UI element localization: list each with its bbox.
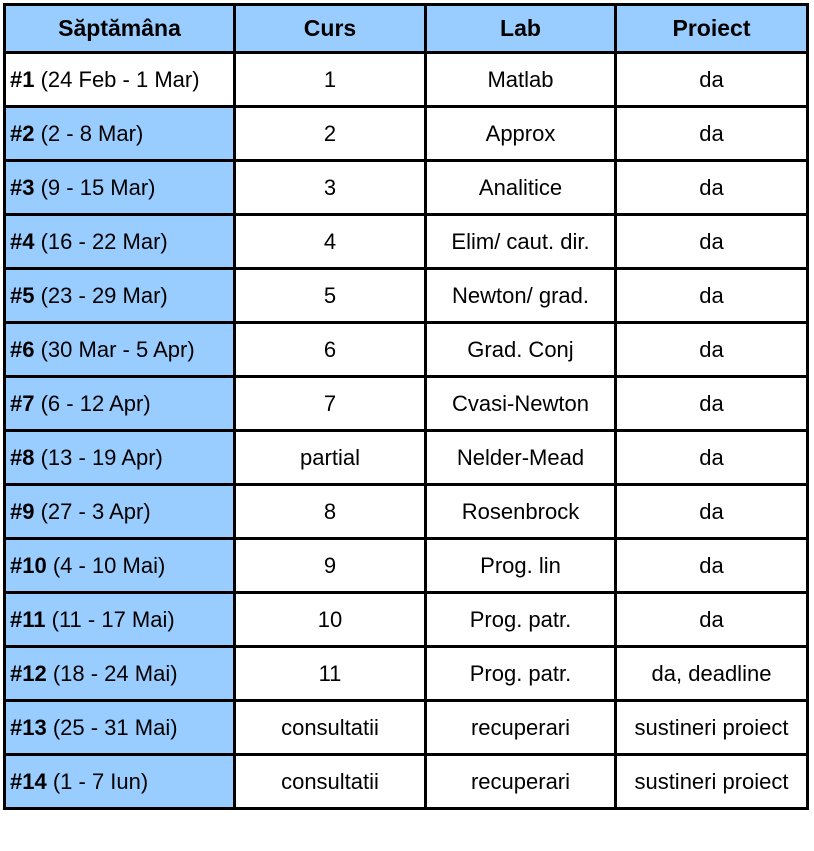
table-row [5,539,808,593]
lab-cell: Cvasi-Newton [426,377,616,431]
lab-cell: Approx [426,107,616,161]
proiect-cell: da [616,53,808,107]
lab-cell: recuperari [426,701,616,755]
curs-cell: consultatii [235,755,426,809]
curs-cell: 8 [235,485,426,539]
week-number: #10 [10,552,47,578]
week-dates: (13 - 19 Apr) [34,444,163,470]
curs-cell: 2 [235,107,426,161]
proiect-cell: da [616,215,808,269]
proiect-cell: sustineri proiect [616,755,808,809]
schedule-body [5,53,808,809]
lab-cell: Rosenbrock [426,485,616,539]
table-row [5,701,808,755]
week-cell [5,755,235,809]
week-number: #2 [10,120,35,146]
proiect-cell: da [616,377,808,431]
week-number: #3 [10,174,35,200]
week-number: #11 [10,606,46,632]
header-row [5,5,808,53]
week-dates: (2 - 8 Mar) [34,120,144,146]
table-row [5,53,808,107]
week-dates: (4 - 10 Mai) [46,552,166,578]
lab-cell: Elim/ caut. dir. [426,215,616,269]
week-number: #12 [10,660,47,686]
curs-cell: 3 [235,161,426,215]
proiect-cell: da [616,539,808,593]
table-row [5,647,808,701]
proiect-cell: da [616,161,808,215]
week-number: #13 [10,714,47,740]
week-dates: (6 - 12 Apr) [34,390,151,416]
curs-cell: 10 [235,593,426,647]
lab-cell: recuperari [426,755,616,809]
week-dates: (9 - 15 Mar) [34,174,156,200]
table-row [5,215,808,269]
week-dates: (1 - 7 Iun) [46,768,149,794]
curs-cell: 1 [235,53,426,107]
week-cell [5,53,235,107]
week-number: #7 [10,390,35,416]
week-number: #1 [10,66,35,92]
week-number: #8 [10,444,35,470]
week-cell [5,539,235,593]
week-number: #9 [10,498,35,524]
curs-cell: 9 [235,539,426,593]
week-dates: (30 Mar - 5 Apr) [34,336,195,362]
curs-cell: 6 [235,323,426,377]
curs-cell: 5 [235,269,426,323]
header-proiect: Proiect [616,5,808,53]
week-dates: (11 - 17 Mai) [45,606,175,632]
lab-cell: Analitice [426,161,616,215]
proiect-cell: da [616,431,808,485]
week-dates: (23 - 29 Mar) [34,282,168,308]
proiect-cell: da [616,269,808,323]
table-row [5,431,808,485]
curs-cell: partial [235,431,426,485]
week-number: #14 [10,768,47,794]
header-lab: Lab [426,5,616,53]
week-cell [5,107,235,161]
week-cell [5,215,235,269]
week-cell [5,485,235,539]
week-cell [5,593,235,647]
lab-cell: Nelder-Mead [426,431,616,485]
week-cell [5,647,235,701]
table-row [5,107,808,161]
schedule-table [3,3,809,810]
proiect-cell: sustineri proiect [616,701,808,755]
week-cell [5,161,235,215]
week-cell [5,269,235,323]
week-number: #4 [10,228,35,254]
week-dates: (18 - 24 Mai) [46,660,178,686]
curs-cell: 4 [235,215,426,269]
table-row [5,485,808,539]
proiect-cell: da [616,593,808,647]
week-cell [5,701,235,755]
table-row [5,377,808,431]
week-dates: (16 - 22 Mar) [34,228,168,254]
table-row [5,323,808,377]
table-row [5,593,808,647]
curs-cell: 7 [235,377,426,431]
curs-cell: consultatii [235,701,426,755]
lab-cell: Prog. lin [426,539,616,593]
header-curs: Curs [235,5,426,53]
week-dates: (25 - 31 Mai) [46,714,178,740]
table-row [5,269,808,323]
lab-cell: Matlab [426,53,616,107]
lab-cell: Grad. Conj [426,323,616,377]
table-row [5,755,808,809]
table-row [5,161,808,215]
week-dates: (24 Feb - 1 Mar) [34,66,200,92]
week-cell [5,431,235,485]
week-dates: (27 - 3 Apr) [34,498,151,524]
lab-cell: Prog. patr. [426,593,616,647]
proiect-cell: da [616,485,808,539]
proiect-cell: da, deadline [616,647,808,701]
week-cell [5,377,235,431]
week-number: #5 [10,282,35,308]
curs-cell: 11 [235,647,426,701]
lab-cell: Prog. patr. [426,647,616,701]
header-week: Săptămâna [5,5,235,53]
week-number: #6 [10,336,35,362]
proiect-cell: da [616,107,808,161]
lab-cell: Newton/ grad. [426,269,616,323]
week-cell [5,323,235,377]
proiect-cell: da [616,323,808,377]
